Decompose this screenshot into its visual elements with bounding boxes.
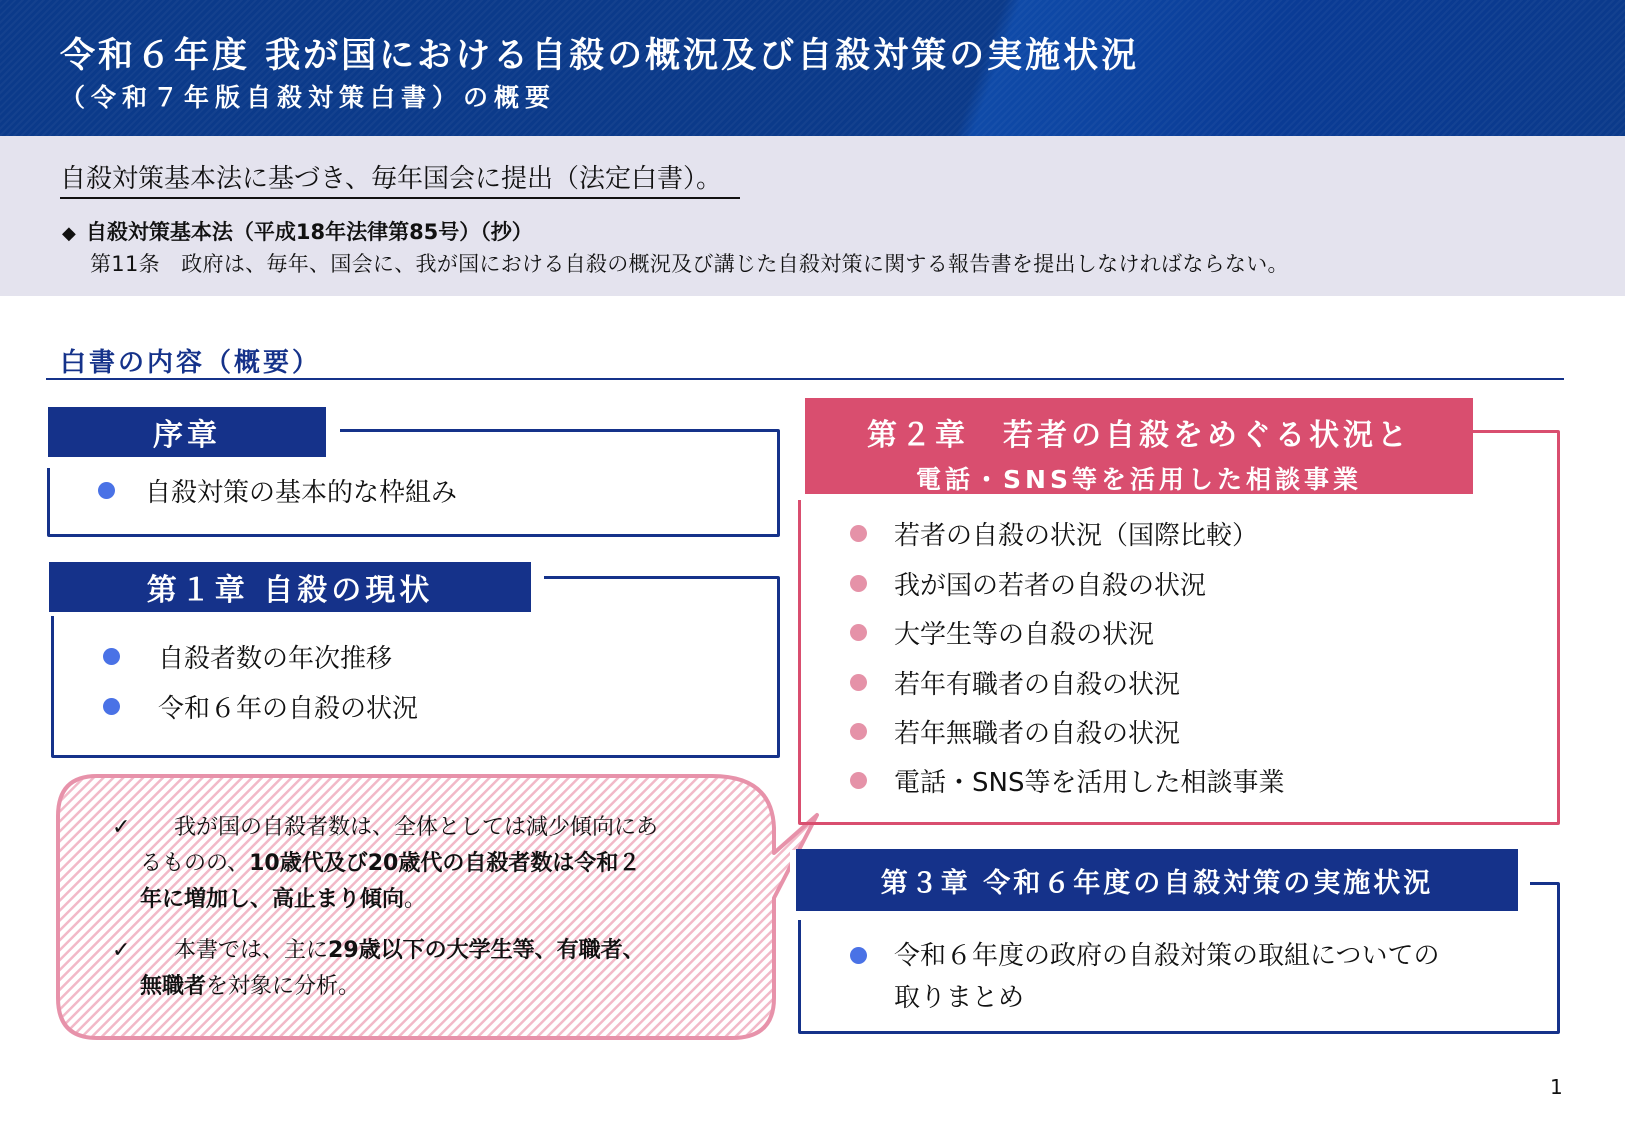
chapter2-item: 大学生等の自殺の状況 [850, 614, 1154, 651]
bullet-icon [850, 575, 867, 592]
prologue-label: 序章 [48, 407, 326, 457]
chapter2-item: 若年有職者の自殺の状況 [850, 664, 1180, 701]
chapter2-item: 電話・SNS等を活用した相談事業 [850, 762, 1284, 799]
bullet-icon [850, 772, 867, 789]
bullet-icon [850, 624, 867, 641]
legal-basis-panel [0, 136, 1625, 296]
section-heading: 白書の内容（概要） [60, 348, 322, 378]
law-title [62, 216, 533, 246]
legal-basis-statement: 自殺対策基本法に基づき、毎年国会に提出（法定白書）。 [60, 158, 740, 199]
chapter2-item: 若年無職者の自殺の状況 [850, 713, 1180, 750]
bullet-icon [850, 525, 867, 542]
page-number: 1 [1550, 1075, 1563, 1099]
chapter2-item: 若者の自殺の状況（国際比較） [850, 515, 1258, 552]
bullet-icon [103, 648, 120, 665]
prologue-item: 自殺対策の基本的な枠組み [98, 472, 457, 509]
header-banner [0, 0, 1625, 136]
page-subtitle: （令和７年版自殺対策白書）の概要 [60, 83, 557, 112]
callout-point-2: ✓ 本書では、主に29歳以下の大学生等、有職者、 無職者を対象に分析。 [112, 933, 732, 1005]
chapter3-label: 第３章 令和６年度の自殺対策の実施状況 [796, 849, 1518, 911]
chapter3-item: 令和６年度の政府の自殺対策の取組についての 取りまとめ [850, 935, 1439, 1019]
check-icon: ✓ [112, 938, 131, 963]
callout-point-1: ✓ 我が国の自殺者数は、全体としては減少傾向にあ るものの、10歳代及び20歳代の自殺者数は令和２ 年に増加し、高止まり傾向。 [112, 810, 732, 918]
chapter1-label: 第１章 自殺の現状 [49, 562, 531, 612]
check-icon: ✓ [112, 815, 131, 840]
bullet-icon [850, 674, 867, 691]
page-title: 令和６年度 我が国における自殺の概況及び自殺対策の実施状況 [60, 36, 1140, 76]
section-divider [46, 378, 1564, 380]
diamond-bullet-icon: ◆ [62, 223, 76, 244]
chapter2-label: 第２章 若者の自殺をめぐる状況と 電話・SNS等を活用した相談事業 [805, 398, 1473, 494]
bullet-icon [98, 482, 115, 499]
bullet-icon [850, 947, 867, 964]
bullet-icon [850, 723, 867, 740]
chapter1-item: 令和６年の自殺の状況 [103, 688, 418, 725]
chapter2-item: 我が国の若者の自殺の状況 [850, 565, 1206, 602]
law-article-text: 第11条 政府は、毎年、国会に、我が国における自殺の概況及び講じた自殺対策に関する報告書を提出しなければならない。 [90, 252, 1289, 276]
law-title-text: 自殺対策基本法（平成18年法律第85号）（抄） [85, 220, 533, 244]
bullet-icon [103, 698, 120, 715]
chapter1-item: 自殺者数の年次推移 [103, 638, 392, 675]
